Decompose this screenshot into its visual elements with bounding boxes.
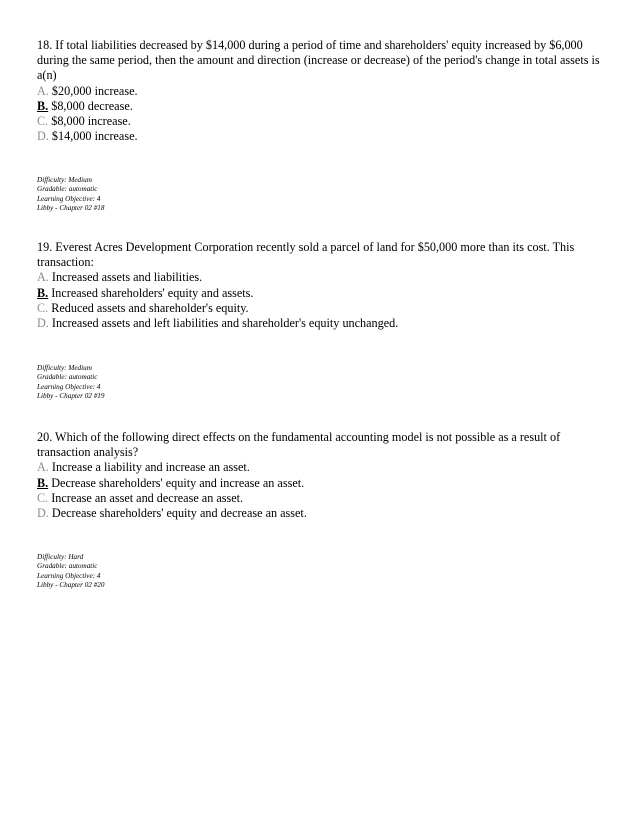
option-text: $8,000 increase. <box>51 114 131 129</box>
difficulty-label: Difficulty: Medium <box>37 176 92 184</box>
option-letter: C. <box>37 300 49 315</box>
question-20 <box>37 430 607 521</box>
option-letter: C. <box>37 490 49 505</box>
option-c <box>37 114 607 129</box>
option-c <box>37 491 607 506</box>
option-text: $20,000 increase. <box>51 83 138 98</box>
option-letter: D. <box>37 316 49 331</box>
question-18-metadata <box>37 176 104 213</box>
source-label: Libby - Chapter 02 #20 <box>37 580 105 589</box>
correct-option-letter: B. <box>37 285 49 300</box>
objective-label: Learning Objective: 4 <box>37 382 101 391</box>
gradable-label: Gradable: automatic <box>37 373 98 382</box>
difficulty-label: Difficulty: Hard <box>37 553 84 561</box>
option-text: Increased shareholders' equity and assets. <box>51 285 254 300</box>
gradable-label: Gradable: automatic <box>37 185 98 194</box>
option-text: Reduced assets and shareholder's equity. <box>51 300 249 315</box>
option-d <box>37 316 607 331</box>
source-label: Libby - Chapter 02 #18 <box>37 203 105 212</box>
objective-label: Learning Objective: 4 <box>37 194 101 203</box>
option-text: Decrease shareholders' equity and increase an asset. <box>51 475 305 490</box>
question-19 <box>37 240 607 331</box>
correct-option-letter: B. <box>37 475 49 490</box>
option-text: Increased assets and liabilities. <box>51 270 203 285</box>
option-text: Increased assets and left liabilities and shareholder's equity unchanged. <box>51 316 399 331</box>
option-d <box>37 506 607 521</box>
question-text: 18. If total liabilities decreased by $14,000 during a period of time and shareholders' equity increased by $6,000 during the same period, then the amount and direction (increase or decrease) of the period's change in total assets is a(n) <box>37 38 600 83</box>
source-label: Libby - Chapter 02 #19 <box>37 391 105 400</box>
option-letter: A. <box>37 83 49 98</box>
option-b <box>37 286 607 301</box>
correct-option-letter: B. <box>37 98 49 113</box>
option-a <box>37 270 607 285</box>
option-text: Decrease shareholders' equity and decrease an asset. <box>51 506 307 521</box>
option-a <box>37 460 607 475</box>
option-letter: A. <box>37 270 49 285</box>
option-text: $8,000 decrease. <box>51 98 133 113</box>
option-text: Increase a liability and increase an asset. <box>51 460 250 475</box>
gradable-label: Gradable: automatic <box>37 562 98 571</box>
option-letter: D. <box>37 129 49 144</box>
question-19-metadata <box>37 364 104 401</box>
question-text: 20. Which of the following direct effects on the fundamental accounting model is not possible as a result of transaction analysis? <box>37 430 561 460</box>
option-letter: C. <box>37 114 49 129</box>
option-letter: D. <box>37 506 49 521</box>
option-a <box>37 84 607 99</box>
question-text: 19. Everest Acres Development Corporation recently sold a parcel of land for $50,000 more than its cost. This transaction: <box>37 240 575 270</box>
option-d <box>37 129 607 144</box>
objective-label: Learning Objective: 4 <box>37 571 101 580</box>
option-text: Increase an asset and decrease an asset. <box>51 490 244 505</box>
difficulty-label: Difficulty: Medium <box>37 364 92 372</box>
option-b <box>37 476 607 491</box>
option-letter: A. <box>37 460 49 475</box>
option-c <box>37 301 607 316</box>
question-20-metadata <box>37 553 104 590</box>
question-18 <box>37 38 607 144</box>
option-text: $14,000 increase. <box>51 129 138 144</box>
option-b <box>37 99 607 114</box>
